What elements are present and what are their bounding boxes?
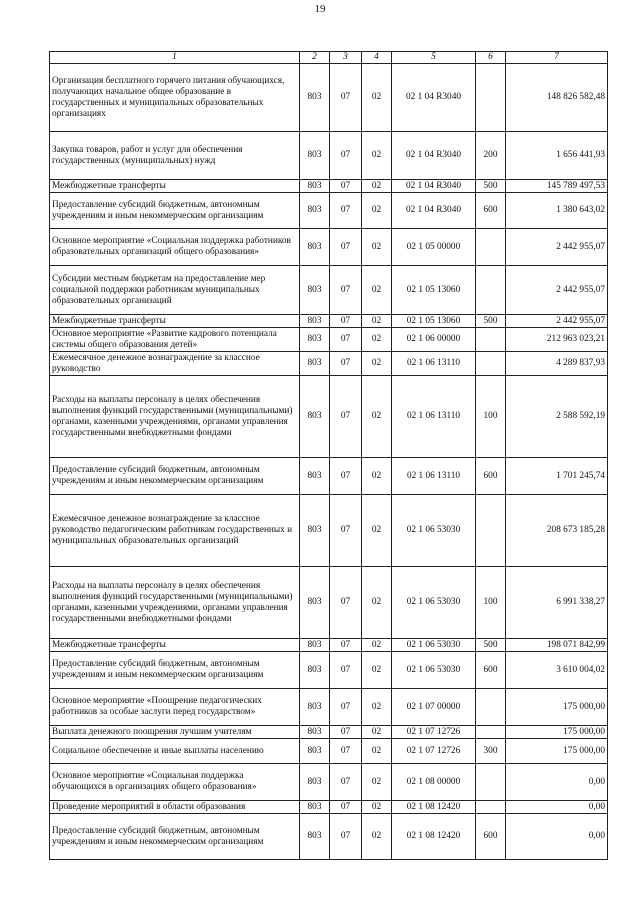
amount-value: 145 789 497,53: [506, 180, 608, 193]
section-code: 07: [330, 266, 362, 315]
budget-item-name: Основное мероприятие «Социальная поддержка работников образовательных организаций общего образования»: [50, 229, 300, 266]
table-row: [50, 801, 608, 814]
department-code: 803: [300, 689, 330, 726]
subsection-code: 02: [362, 328, 392, 352]
section-code: 07: [330, 458, 362, 495]
target-article-code: 02 1 08 12420: [392, 814, 476, 860]
expense-type-code: 600: [476, 814, 506, 860]
department-code: 803: [300, 266, 330, 315]
target-article-code: 02 1 07 12726: [392, 726, 476, 739]
department-code: 803: [300, 458, 330, 495]
table-row: [50, 180, 608, 193]
target-article-code: 02 1 08 00000: [392, 764, 476, 801]
subsection-code: 02: [362, 64, 392, 132]
header-cell-5: 5: [392, 52, 476, 64]
expense-type-code: 100: [476, 376, 506, 458]
header-cell-2: 2: [300, 52, 330, 64]
section-code: 07: [330, 132, 362, 180]
table-row: [50, 764, 608, 801]
target-article-code: 02 1 06 00000: [392, 328, 476, 352]
target-article-code: 02 1 06 53030: [392, 567, 476, 639]
target-article-code: 02 1 06 13110: [392, 376, 476, 458]
amount-value: 1 656 441,93: [506, 132, 608, 180]
section-code: 07: [330, 689, 362, 726]
expense-type-code: 200: [476, 132, 506, 180]
department-code: 803: [300, 652, 330, 689]
budget-item-name: Предоставление субсидий бюджетным, автономным учреждениям и иным некоммерческим организациям: [50, 458, 300, 495]
subsection-code: 02: [362, 639, 392, 652]
expense-type-code: 600: [476, 458, 506, 495]
department-code: 803: [300, 801, 330, 814]
subsection-code: 02: [362, 814, 392, 860]
budget-item-name: Ежемесячное денежное вознаграждение за классное руководство педагогическим работникам государственных и муниципальных образовательных организаций: [50, 495, 300, 567]
amount-value: 2 442 955,07: [506, 266, 608, 315]
section-code: 07: [330, 229, 362, 266]
budget-item-name: Расходы на выплаты персоналу в целях обеспечения выполнения функций государственными (муниципальными) органами, казенными учреждениями, органами управления государственными внебюджетными фондами: [50, 376, 300, 458]
header-cell-1: 1: [50, 52, 300, 64]
subsection-code: 02: [362, 266, 392, 315]
header-cell-3: 3: [330, 52, 362, 64]
expense-type-code: [476, 495, 506, 567]
target-article-code: 02 1 08 12420: [392, 801, 476, 814]
subsection-code: 02: [362, 495, 392, 567]
section-code: 07: [330, 764, 362, 801]
department-code: 803: [300, 229, 330, 266]
budget-item-name: Закупка товаров, работ и услуг для обеспечения государственных (муниципальных) нужд: [50, 132, 300, 180]
section-code: 07: [330, 495, 362, 567]
budget-item-name: Межбюджетные трансферты: [50, 315, 300, 328]
target-article-code: 02 1 04 R3040: [392, 132, 476, 180]
table-row: [50, 328, 608, 352]
section-code: 07: [330, 801, 362, 814]
amount-value: 0,00: [506, 764, 608, 801]
expense-type-code: [476, 764, 506, 801]
section-code: 07: [330, 193, 362, 229]
amount-value: 212 963 023,21: [506, 328, 608, 352]
header-cell-4: 4: [362, 52, 392, 64]
amount-value: 4 289 837,93: [506, 352, 608, 376]
table-row: [50, 229, 608, 266]
expense-type-code: 100: [476, 567, 506, 639]
subsection-code: 02: [362, 689, 392, 726]
amount-value: 198 071 842,99: [506, 639, 608, 652]
target-article-code: 02 1 06 13110: [392, 352, 476, 376]
section-code: 07: [330, 315, 362, 328]
department-code: 803: [300, 567, 330, 639]
amount-value: 175 000,00: [506, 726, 608, 739]
table-row: [50, 814, 608, 860]
amount-value: 2 442 955,07: [506, 315, 608, 328]
department-code: 803: [300, 376, 330, 458]
budget-item-name: Межбюджетные трансферты: [50, 180, 300, 193]
section-code: 07: [330, 739, 362, 764]
subsection-code: 02: [362, 180, 392, 193]
department-code: 803: [300, 814, 330, 860]
expense-type-code: [476, 328, 506, 352]
target-article-code: 02 1 04 R3040: [392, 180, 476, 193]
table-row: [50, 689, 608, 726]
amount-value: 208 673 185,28: [506, 495, 608, 567]
target-article-code: 02 1 05 13060: [392, 266, 476, 315]
department-code: 803: [300, 328, 330, 352]
amount-value: 0,00: [506, 801, 608, 814]
department-code: 803: [300, 495, 330, 567]
amount-value: 0,00: [506, 814, 608, 860]
expense-type-code: 500: [476, 639, 506, 652]
budget-item-name: Расходы на выплаты персоналу в целях обеспечения выполнения функций государственными (муниципальными) органами, казенными учреждениями, органами управления государственными внебюджетными фондами: [50, 567, 300, 639]
expense-type-code: [476, 801, 506, 814]
subsection-code: 02: [362, 652, 392, 689]
table-row: [50, 193, 608, 229]
table-row: [50, 266, 608, 315]
budget-item-name: Основное мероприятие «Развитие кадрового потенциала системы общего образования детей»: [50, 328, 300, 352]
expense-type-code: 600: [476, 652, 506, 689]
table-row: [50, 315, 608, 328]
section-code: 07: [330, 64, 362, 132]
table-row: [50, 64, 608, 132]
amount-value: 2 588 592,19: [506, 376, 608, 458]
table-row: [50, 352, 608, 376]
table-row: [50, 639, 608, 652]
budget-item-name: Проведение мероприятий в области образования: [50, 801, 300, 814]
budget-item-name: Предоставление субсидий бюджетным, автономным учреждениям и иным некоммерческим организациям: [50, 193, 300, 229]
table-row: [50, 495, 608, 567]
table-row: [50, 652, 608, 689]
subsection-code: 02: [362, 315, 392, 328]
expense-type-code: [476, 266, 506, 315]
target-article-code: 02 1 06 53030: [392, 639, 476, 652]
target-article-code: 02 1 06 53030: [392, 495, 476, 567]
target-article-code: 02 1 07 00000: [392, 689, 476, 726]
budget-item-name: Ежемесячное денежное вознаграждение за классное руководство: [50, 352, 300, 376]
subsection-code: 02: [362, 352, 392, 376]
target-article-code: 02 1 04 R3040: [392, 193, 476, 229]
budget-item-name: Выплата денежного поощрения лучшим учителям: [50, 726, 300, 739]
budget-item-name: Социальное обеспечение и иные выплаты населению: [50, 739, 300, 764]
expense-type-code: 500: [476, 315, 506, 328]
header-cell-6: 6: [476, 52, 506, 64]
budget-item-name: Предоставление субсидий бюджетным, автономным учреждениям и иным некоммерческим организациям: [50, 814, 300, 860]
expense-type-code: [476, 229, 506, 266]
budget-item-name: Субсидии местным бюджетам на предоставление мер социальной поддержки работникам муниципальных образовательных организаций: [50, 266, 300, 315]
section-code: 07: [330, 328, 362, 352]
table-row: [50, 132, 608, 180]
department-code: 803: [300, 193, 330, 229]
subsection-code: 02: [362, 193, 392, 229]
table-row: [50, 567, 608, 639]
budget-item-name: Основное мероприятие «Социальная поддержка обучающихся в организациях общего образования»: [50, 764, 300, 801]
section-code: 07: [330, 376, 362, 458]
expense-type-code: 500: [476, 180, 506, 193]
subsection-code: 02: [362, 458, 392, 495]
department-code: 803: [300, 764, 330, 801]
amount-value: 1 701 245,74: [506, 458, 608, 495]
expense-type-code: [476, 689, 506, 726]
amount-value: 2 442 955,07: [506, 229, 608, 266]
subsection-code: 02: [362, 726, 392, 739]
subsection-code: 02: [362, 376, 392, 458]
section-code: 07: [330, 180, 362, 193]
expense-type-code: [476, 726, 506, 739]
expense-type-code: 600: [476, 193, 506, 229]
department-code: 803: [300, 64, 330, 132]
subsection-code: 02: [362, 567, 392, 639]
budget-item-name: Основное мероприятие «Поощрение педагогических работников за особые заслуги перед государством»: [50, 689, 300, 726]
budget-item-name: Организация бесплатного горячего питания обучающихся, получающих начальное общее образование в государственных и муниципальных образовательных организациях: [50, 64, 300, 132]
amount-value: 1 380 643,02: [506, 193, 608, 229]
amount-value: 3 610 004,02: [506, 652, 608, 689]
target-article-code: 02 1 05 00000: [392, 229, 476, 266]
table-row: [50, 739, 608, 764]
table-row: [50, 376, 608, 458]
table-row: [50, 458, 608, 495]
budget-item-name: Предоставление субсидий бюджетным, автономным учреждениям и иным некоммерческим организациям: [50, 652, 300, 689]
target-article-code: 02 1 06 13110: [392, 458, 476, 495]
section-code: 07: [330, 726, 362, 739]
department-code: 803: [300, 739, 330, 764]
table-body: [50, 64, 608, 860]
expense-type-code: 300: [476, 739, 506, 764]
target-article-code: 02 1 07 12726: [392, 739, 476, 764]
expense-type-code: [476, 352, 506, 376]
subsection-code: 02: [362, 764, 392, 801]
target-article-code: 02 1 05 13060: [392, 315, 476, 328]
section-code: 07: [330, 652, 362, 689]
page-number: 19: [314, 3, 326, 15]
amount-value: 148 826 582,48: [506, 64, 608, 132]
section-code: 07: [330, 352, 362, 376]
department-code: 803: [300, 180, 330, 193]
subsection-code: 02: [362, 229, 392, 266]
subsection-code: 02: [362, 132, 392, 180]
section-code: 07: [330, 567, 362, 639]
budget-table: [49, 51, 608, 860]
department-code: 803: [300, 352, 330, 376]
amount-value: 6 991 338,27: [506, 567, 608, 639]
header-cell-7: 7: [506, 52, 608, 64]
subsection-code: 02: [362, 801, 392, 814]
table-row: [50, 726, 608, 739]
subsection-code: 02: [362, 739, 392, 764]
department-code: 803: [300, 132, 330, 180]
expense-type-code: [476, 64, 506, 132]
department-code: 803: [300, 639, 330, 652]
amount-value: 175 000,00: [506, 739, 608, 764]
department-code: 803: [300, 726, 330, 739]
header-row: [50, 52, 608, 64]
target-article-code: 02 1 04 R3040: [392, 64, 476, 132]
section-code: 07: [330, 814, 362, 860]
target-article-code: 02 1 06 53030: [392, 652, 476, 689]
amount-value: 175 000,00: [506, 689, 608, 726]
section-code: 07: [330, 639, 362, 652]
department-code: 803: [300, 315, 330, 328]
budget-item-name: Межбюджетные трансферты: [50, 639, 300, 652]
